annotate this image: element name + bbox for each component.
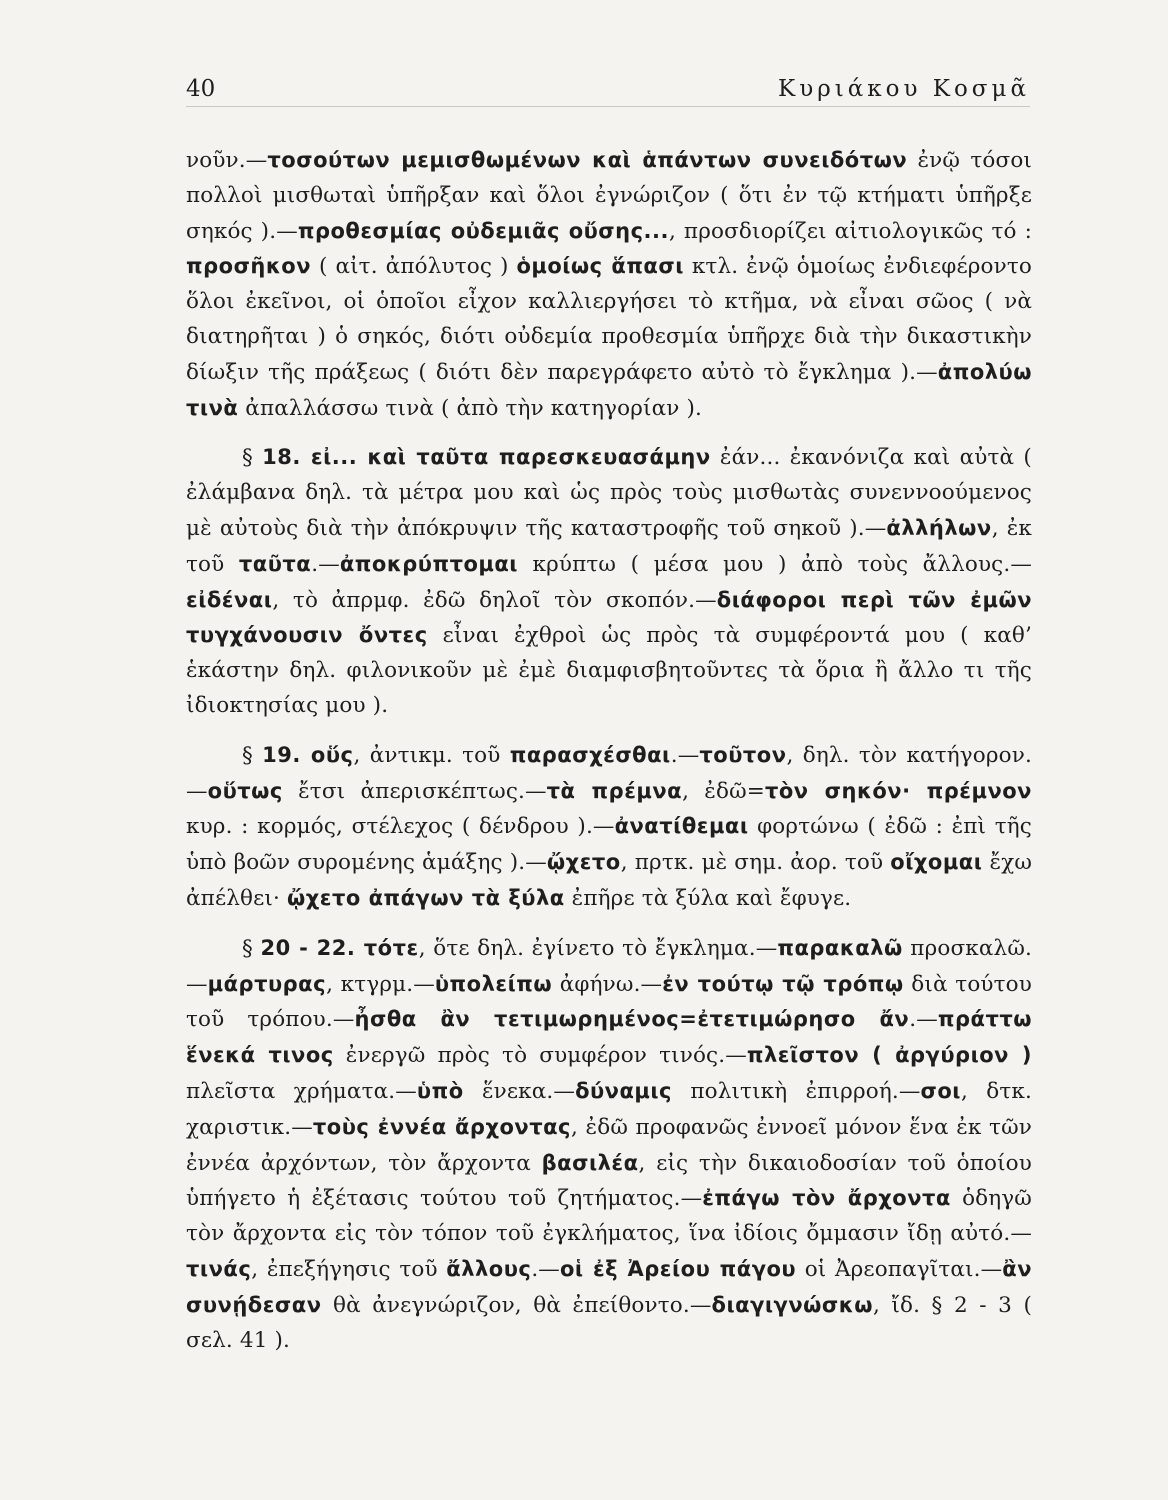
gloss-text: , κτγρμ.—: [326, 971, 435, 997]
lemma-term: ᾤχετο: [546, 850, 621, 875]
gloss-text: διὰ τούτου τοῦ τρόπου.—: [186, 971, 1032, 1033]
lemma-term: 20 - 22. τότε: [260, 935, 419, 960]
gloss-text: , ἐδῶ=: [682, 778, 765, 804]
lemma-term: οἱ ἐξ Ἀρείου πάγου: [559, 1256, 797, 1281]
lemma-term: ὁμοίως ἅπασι: [516, 254, 684, 279]
lemma-term: προθεσμίας οὐδεμιᾶς οὔσης...: [297, 218, 669, 243]
gloss-text: , προσδιορίζει αἰτιολογικῶς τό :: [669, 218, 1032, 244]
gloss-text: θὰ ἀνεγνώριζον, θὰ ἐπείθοντο.—: [321, 1292, 712, 1318]
gloss-text: ἔτσι ἀπερισκέπτως.—: [282, 778, 547, 804]
lemma-term: οἴχομαι: [890, 850, 983, 875]
lemma-term: δύναμις: [575, 1078, 672, 1103]
gloss-text: , ἐδῶ προφανῶς ἐννοεῖ μόνον ἕνα ἐκ τῶν ἐννέα ἀρχόντων, τὸν ἄρχοντα: [186, 1114, 1032, 1176]
gloss-text: .—: [311, 551, 340, 577]
lemma-term: σοι: [920, 1078, 961, 1103]
gloss-text: νοῦν.—: [186, 148, 268, 173]
gloss-text: §: [242, 935, 261, 961]
lemma-term: ἦσθα ἂν τετιμωρημένος=ἐτετιμώρησο ἄν: [354, 1007, 910, 1032]
lemma-term: 19. οὕς: [262, 742, 354, 767]
lemma-term: προσῆκον: [186, 254, 312, 279]
paragraph: [186, 931, 1032, 1359]
gloss-text: ἐνῷ τόσοι πολλοὶ μισθωταὶ ὑπῆρξαν καὶ ὅλοι ἐγνώριζον ( ὅτι ἐν τῷ κτήματι ὑπῆρξε σηκός ).—: [186, 148, 1033, 244]
lemma-term: τοσούτων μεμισθωμένων καὶ ἁπάντων συνειδότων: [267, 148, 908, 172]
gloss-text: ἕνεκα.—: [463, 1078, 576, 1104]
gloss-text: προσκαλῶ.—: [186, 935, 1032, 997]
gloss-text: , εἰς τὴν δικαιοδοσίαν τοῦ ὁποίου ὑπήγετο ἡ ἐξέτασις τούτου τοῦ ζητήματος.—: [186, 1150, 1032, 1212]
paragraph: [186, 738, 1032, 917]
body-text: [186, 143, 1032, 1358]
gloss-text: φορτώνω ( ἐδῶ : ἐπὶ τῆς ὑπὸ βοῶν συρομένης ἁμάξης ).—: [186, 814, 1032, 876]
gloss-text: , δτκ. χαριστικ.—: [186, 1078, 1032, 1140]
lemma-term: ἐν τούτῳ τῷ τρόπῳ: [662, 971, 904, 996]
page-number: 40: [186, 76, 216, 102]
lemma-term: ἂν συνῄδεσαν: [186, 1256, 1033, 1317]
gloss-text: κρύπτω ( μέσα μου ) ἀπὸ τοὺς ἄλλους.—: [517, 551, 1033, 577]
lemma-term: ἀνατίθεμαι: [614, 814, 749, 839]
gloss-text: οἱ Ἀρεοπαγῖται.—: [796, 1256, 1003, 1282]
gloss-text: .—: [909, 1007, 938, 1033]
gloss-text: .—: [531, 1256, 560, 1282]
lemma-term: τοὺς ἐννέα ἄρχοντας: [312, 1114, 572, 1139]
gloss-text: , ὅτε δηλ. ἐγίνετο τὸ ἔγκλημα.—: [418, 935, 778, 961]
gloss-text: , ἐπεξήγησις τοῦ: [251, 1256, 447, 1282]
lemma-term: διάφοροι περὶ τῶν ἐμῶν τυγχάνουσιν ὄντες: [186, 587, 1032, 648]
lemma-term: παρακαλῶ: [777, 935, 903, 960]
gloss-text: , πρτκ. μὲ σημ. ἀορ. τοῦ: [620, 850, 891, 876]
lemma-term: ἀλλήλων: [886, 515, 992, 540]
lemma-term: μάρτυρας: [207, 971, 327, 996]
gloss-text: , ἐκ τοῦ: [186, 515, 1032, 577]
lemma-term: ταῦτα: [238, 551, 312, 576]
gloss-text: πολιτικὴ ἐπιρροή.—: [672, 1078, 921, 1104]
gloss-text: .—: [670, 742, 700, 768]
lemma-term: ὑπὸ: [416, 1078, 464, 1103]
gloss-text: ( αἰτ. ἀπόλυτος ): [311, 254, 517, 280]
gloss-text: κτλ. ἐνῷ ὁμοίως ἐνδιεφέροντο ὅλοι ἐκεῖνοι, οἱ ὁποῖοι εἶχον καλλιεργήσει τὸ κτῆμα, νὰ εἶναι σῶος ( νὰ διατηρῆται ) ὁ σηκός, διότι οὐδεμία προθεσμία ὑπῆρχε διὰ τὴν δικαστικὴν δίωξιν τῆς πράξεως ( διότι δὲν παρεγράφετο αὐτὸ τὸ ἔγκλημα ).—: [186, 254, 1032, 385]
gloss-text: πλεῖστα χρήματα.—: [186, 1078, 417, 1104]
lemma-term: ἄλλους: [446, 1256, 532, 1281]
lemma-term: τοῦτον: [699, 742, 787, 767]
lemma-term: εἰδέναι: [186, 587, 273, 612]
lemma-term: ἐπάγω τὸν ἄρχοντα: [702, 1186, 951, 1211]
gloss-text: ἔχω ἀπέλθει·: [186, 850, 1032, 911]
gloss-text: , ἀντικμ. τοῦ: [353, 742, 510, 768]
lemma-term: τὸν σηκόν· πρέμνον: [764, 778, 1032, 803]
gloss-text: ἀφήνω.—: [552, 971, 663, 997]
lemma-term: παρασχέσθαι: [509, 742, 671, 767]
gloss-text: , τὸ ἀπρμφ. ἐδῶ δηλοῖ τὸν σκοπόν.—: [272, 587, 717, 613]
lemma-term: πλεῖστον ( ἀργύριον ): [746, 1043, 1032, 1068]
lemma-term: τινάς: [186, 1256, 252, 1281]
gloss-text: ἐάν... ἐκανόνιζα καὶ αὐτὰ ( ἐλάμβανα δηλ. τὰ μέτρα μου καὶ ὡς πρὸς τοὺς μισθωτὰς συνεννοούμενος μὲ αὐτοὺς διὰ τὴν ἀπόκρυψιν τῆς καταστροφῆς τοῦ σηκοῦ ).—: [186, 445, 1032, 541]
gloss-text: ἀπαλλάσσω τινὰ ( ἀπὸ τὴν κατηγορίαν ).: [238, 395, 702, 421]
lemma-term: ᾤχετο ἀπάγων τὰ ξύλα: [286, 885, 565, 910]
gloss-text: εἶναι ἐχθροὶ ὡς πρὸς τὰ συμφέροντά μου ( καθ’ ἑκάστην δηλ. φιλονικοῦν μὲ ἐμὲ διαμφισβητοῦντες τὰ ὅρια ἢ ἄλλο τι τῆς ἰδιοκτησίας μου ).: [186, 623, 1032, 718]
lemma-term: τὰ πρέμνα: [546, 778, 683, 803]
paragraph: [186, 143, 1032, 426]
paragraph: [186, 440, 1032, 723]
page-header: [186, 72, 1030, 107]
gloss-text: ἐπῆρε τὰ ξύλα καὶ ἔφυγε.: [564, 885, 852, 911]
lemma-term: ὑπολείπω: [434, 971, 553, 996]
lemma-term: 18. εἰ... καὶ ταῦτα παρεσκευασάμην: [262, 445, 711, 470]
lemma-term: πράττω ἕνεκά τινος: [186, 1007, 1033, 1068]
lemma-term: βασιλέα: [541, 1150, 639, 1175]
running-title: Κυριάκου Κοσμᾶ: [778, 76, 1030, 102]
gloss-text: , ἴδ. § 2 - 3 ( σελ. 41 ).: [186, 1292, 1033, 1353]
gloss-text: §: [242, 742, 263, 768]
gloss-text: , δηλ. τὸν κατήγορον.—: [186, 742, 1032, 804]
gloss-text: §: [242, 445, 263, 471]
gloss-text: ἐνεργῶ πρὸς τὸ συμφέρον τινός.—: [333, 1043, 747, 1069]
lemma-term: ἀποκρύπτομαι: [339, 551, 518, 576]
gloss-text: κυρ. : κορμός, στέλεχος ( δένδρου ).—: [186, 814, 615, 840]
lemma-term: διαγιγνώσκω: [711, 1292, 873, 1317]
lemma-term: οὕτως: [207, 778, 283, 803]
gloss-text: ὁδηγῶ τὸν ἄρχοντα εἰς τὸν τόπον τοῦ ἐγκλήματος, ἵνα ἰδίοις ὄμμασιν ἴδῃ αὐτό.—: [186, 1186, 1032, 1247]
lemma-term: ἀπολύω τινὰ: [186, 359, 1032, 420]
